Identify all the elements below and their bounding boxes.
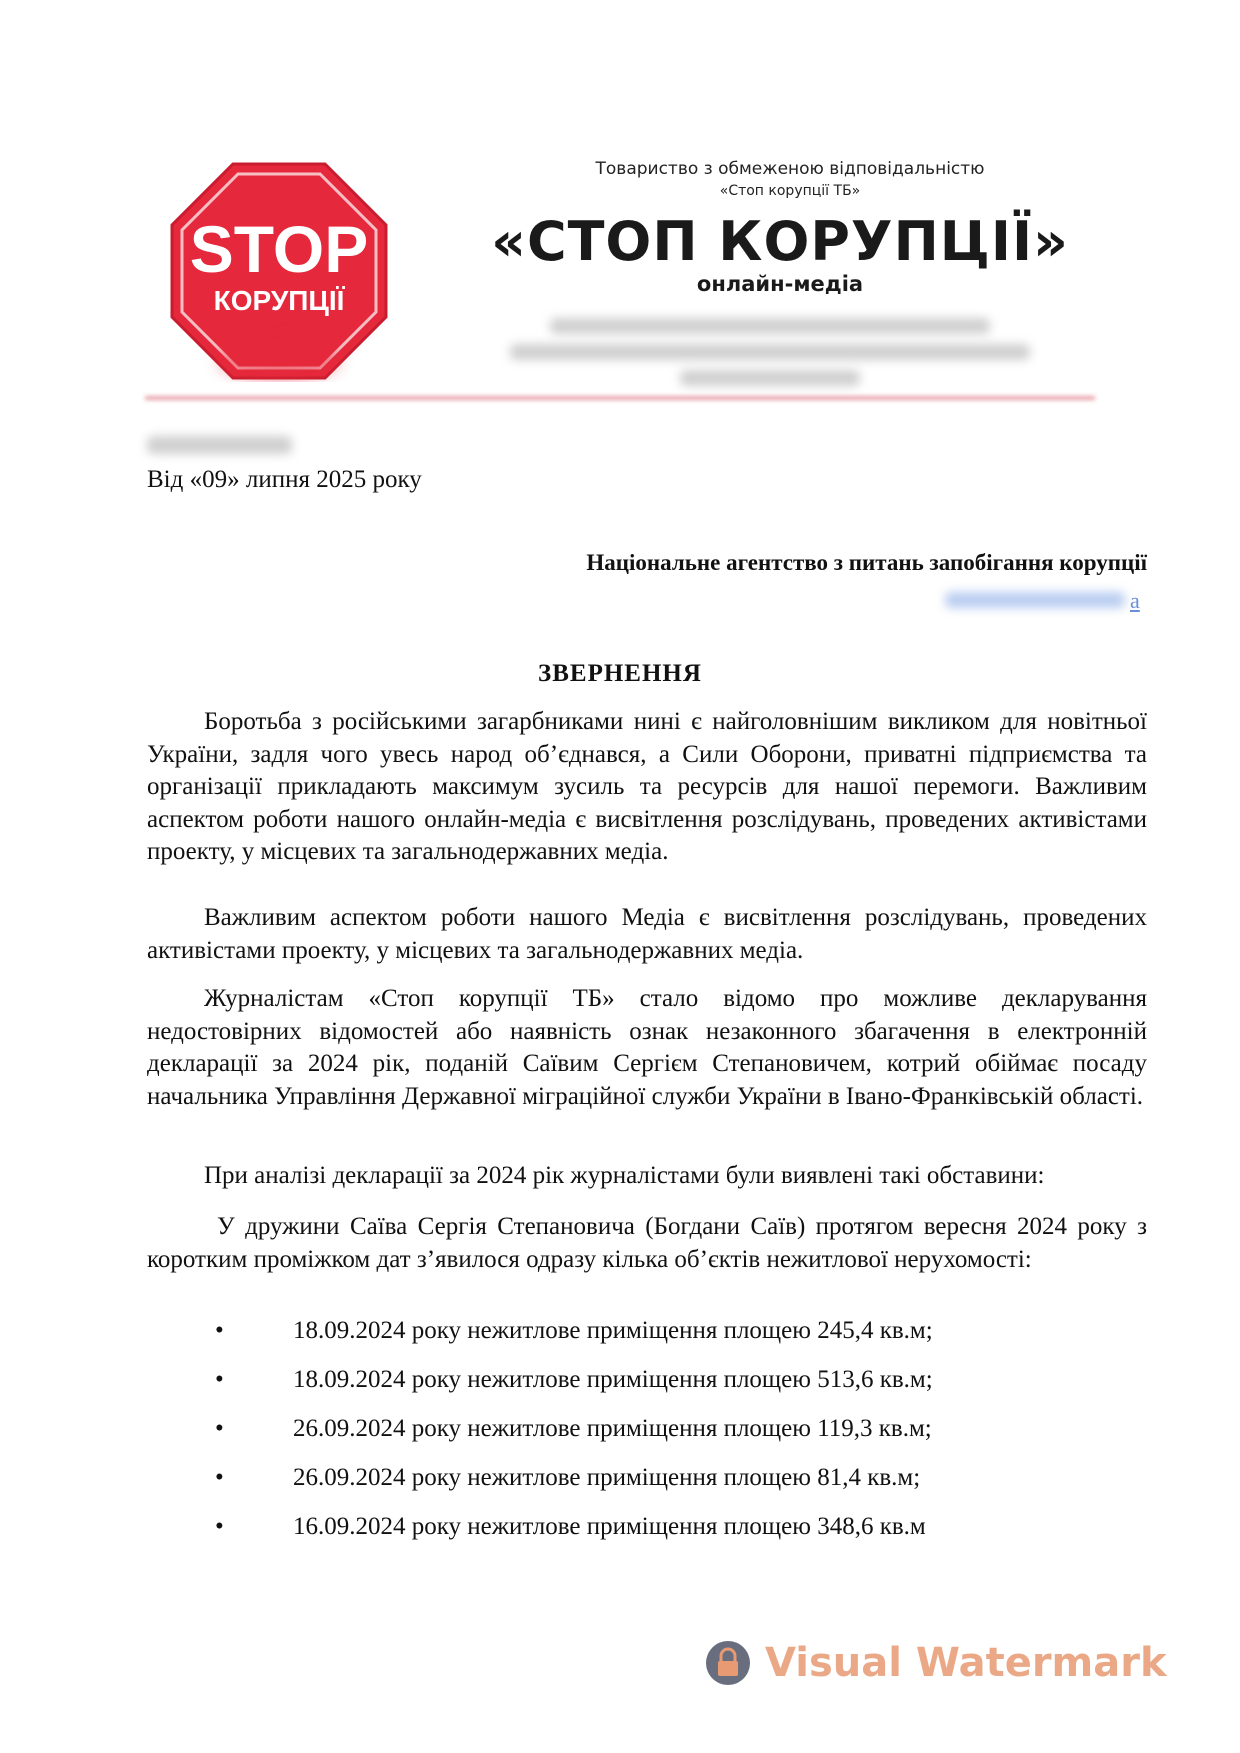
list-item-text: 18.09.2024 року нежитлове приміщення площею 513,6 кв.м; (293, 1366, 933, 1393)
lock-icon (705, 1640, 751, 1686)
list-item-text: 16.09.2024 року нежитлове приміщення площею 348,6 кв.м (293, 1513, 926, 1540)
list-item (215, 1464, 1165, 1513)
list-item (215, 1415, 1165, 1464)
watermark (705, 1640, 1167, 1686)
redacted-address-line-2 (510, 344, 1030, 360)
addressee: Національне агентство з питань запобігання корупції (586, 550, 1147, 575)
redacted-outgoing-number (147, 436, 292, 454)
stop-korupcii-logo (168, 160, 390, 382)
email-link-tail[interactable]: a (1130, 588, 1140, 613)
header-divider-line (145, 396, 1095, 400)
paragraph-1: Боротьба з російськими загарбниками нині є найголовнішим викликом для новітньої України, задля чого увесь народ об’єднався, а Сили Оборони, приватні підприємства та організації прикладають максимум зусиль та ресурсів для нашої перемоги. Важливим аспектом роботи нашого онлайн-медіа є висвітлення розслідувань, проведених активістами проекту, у місцевих та загальнодержавних медіа. (147, 708, 1147, 865)
bullet-icon: • (215, 1415, 224, 1442)
org-legal-name (500, 158, 1080, 202)
paragraph-4: При аналізі декларації за 2024 рік журналістами були виявлені такі обставини: (204, 1162, 1045, 1189)
letter-date: Від «09» липня 2025 року (147, 466, 422, 493)
brand-subtitle: онлайн-медіа (696, 272, 864, 296)
list-item-text: 26.09.2024 року нежитлове приміщення площею 119,3 кв.м; (293, 1415, 932, 1442)
brand-title: «СТОП КОРУПЦІЇ» (491, 210, 1069, 273)
list-item-text: 18.09.2024 року нежитлове приміщення площею 245,4 кв.м; (293, 1317, 933, 1344)
bullet-icon: • (215, 1317, 224, 1344)
redacted-address-line-3 (680, 370, 860, 386)
list-item-text: 26.09.2024 року нежитлове приміщення площею 81,4 кв.м; (293, 1464, 921, 1491)
document-title: ЗВЕРНЕННЯ (538, 660, 702, 687)
paragraph-3: Журналістам «Стоп корупції ТБ» стало відомо про можливе декларування недостовірних відомостей або наявність ознак незаконного збагачення в електронній декларації за 2024 рік, поданій Саївим Сергієм Степановичем, котрий обіймає посаду начальника Управління Державної міграційної служби України в Івано-Франківській області. (147, 985, 1147, 1110)
org-line-2: «Стоп корупції ТБ» (719, 183, 861, 199)
list-item (215, 1513, 1165, 1562)
list-item (215, 1317, 1165, 1366)
watermark-text: Visual Watermark (765, 1640, 1167, 1686)
bullet-icon: • (215, 1464, 224, 1491)
redacted-email (945, 592, 1125, 608)
bullet-icon: • (215, 1513, 224, 1540)
property-list (215, 1317, 1165, 1562)
paragraph-2: Важливим аспектом роботи нашого Медіа є висвітлення розслідувань, проведених активістами проекту, у місцевих та загальнодержавних медіа. (147, 904, 1147, 964)
logo-korupcii-text: КОРУПЦІЇ (213, 285, 345, 316)
org-line-1: Товариство з обмеженою відповідальністю (595, 159, 985, 179)
logo-stop-text: STOP (189, 212, 369, 286)
bullet-icon: • (215, 1366, 224, 1393)
paragraph-5: У дружини Саїва Сергія Степановича (Богдани Саїв) протягом вересня 2024 року з коротким проміжком дат з’явилося одразу кілька об’єктів нежитлової нерухомості: (147, 1213, 1147, 1273)
redacted-address-line-1 (550, 318, 990, 334)
list-item (215, 1366, 1165, 1415)
